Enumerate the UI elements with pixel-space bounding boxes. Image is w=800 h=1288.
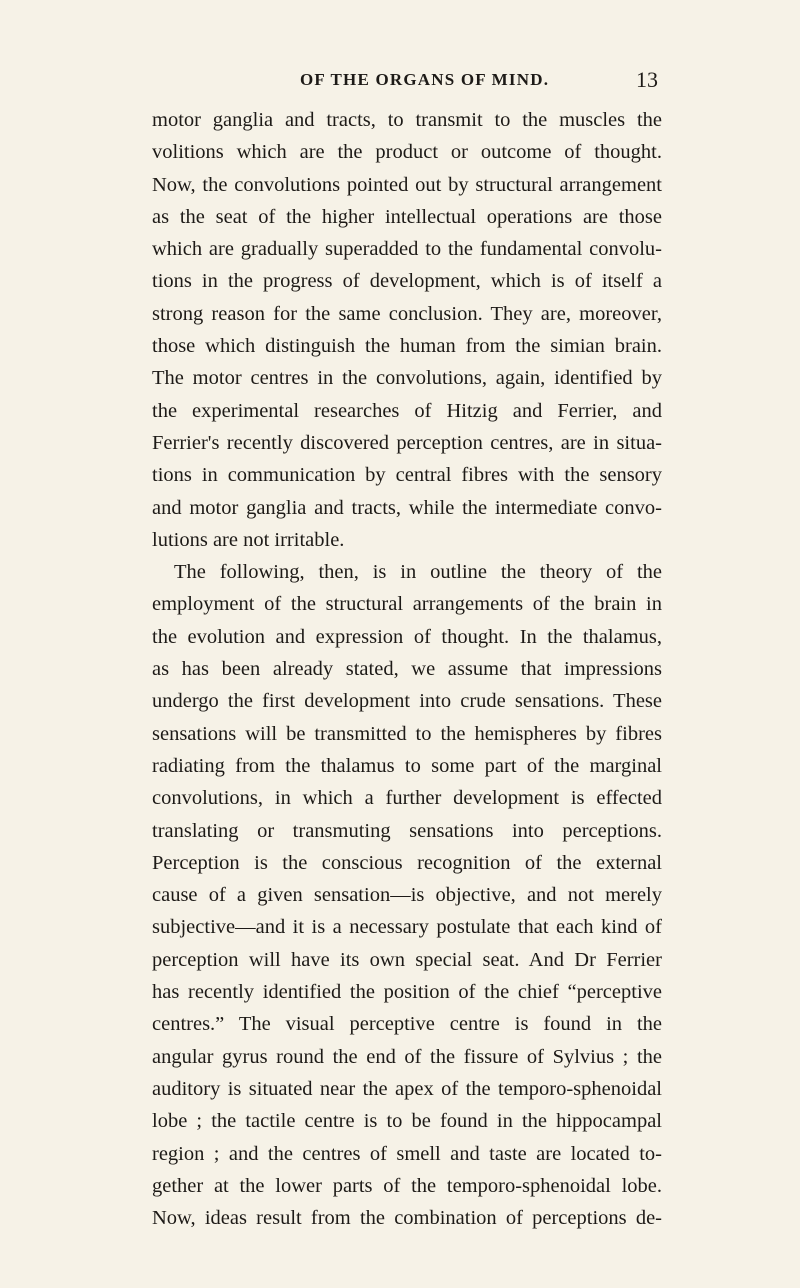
text-line: angular gyrus round the end of the fissure of Sylvius ; the [152, 1045, 662, 1068]
text-line: subjective—and it is a necessary postulate that each kind of [152, 916, 662, 939]
page-number: 13 [636, 67, 658, 92]
text-line: motor ganglia and tracts, to transmit to the muscles the [152, 109, 662, 131]
text-line: The following, then, is in outline the theory of the [174, 561, 662, 584]
text-line: sensations will be transmitted to the hemispheres by fibres [152, 722, 662, 745]
text-line: as the seat of the higher intellectual operations are those [152, 205, 662, 228]
text-line: lutions are not irritable. [152, 528, 345, 551]
running-head [0, 65, 800, 95]
text-line: employment of the structural arrangements of the brain in [152, 593, 662, 616]
text-line: radiating from the thalamus to some part of the marginal [152, 754, 662, 777]
body-text [152, 104, 662, 1234]
text-line: strong reason for the same conclusion. They are, moreover, [152, 302, 662, 325]
text-line: convolutions, in which a further development is effected [152, 787, 662, 810]
text-line: the experimental researches of Hitzig and Ferrier, and [152, 399, 662, 422]
text-line: translating or transmuting sensations into perceptions. [152, 819, 662, 842]
text-line: Ferrier's recently discovered perception centres, are in situa- [152, 431, 662, 454]
text-line: gether at the lower parts of the temporo-sphenoidal lobe. [152, 1174, 662, 1197]
text-line: has recently identified the position of the chief “perceptive [152, 981, 662, 1004]
text-line: lobe ; the tactile centre is to be found in the hippocampal [152, 1110, 662, 1133]
text-line: as has been already stated, we assume that impressions [152, 658, 662, 681]
text-line: and motor ganglia and tracts, while the intermediate convo- [152, 496, 662, 519]
text-line: cause of a given sensation—is objective, and not merely [152, 884, 662, 907]
text-line: The motor centres in the convolutions, again, identified by [152, 367, 662, 390]
text-line: auditory is situated near the apex of the temporo-sphenoidal [152, 1077, 662, 1100]
text-line: tions in the progress of development, which is of itself a [152, 270, 662, 293]
text-line: those which distinguish the human from the simian brain. [152, 335, 662, 358]
running-title: OF THE ORGANS OF MIND. [300, 70, 550, 89]
text-line: volitions which are the product or outcome of thought. [152, 141, 662, 164]
text-line: perception will have its own special seat. And Dr Ferrier [152, 948, 662, 971]
text-line: region ; and the centres of smell and taste are located to- [152, 1142, 662, 1165]
text-line: centres.” The visual perceptive centre is found in the [152, 1013, 662, 1036]
text-line: undergo the first development into crude sensations. These [152, 690, 662, 713]
text-line: tions in communication by central fibres with the sensory [152, 464, 662, 487]
text-line: Now, the convolutions pointed out by structural arrangement [152, 173, 662, 196]
text-line: Now, ideas result from the combination of perceptions de- [152, 1207, 662, 1230]
text-line: Perception is the conscious recognition of the external [152, 851, 662, 874]
text-line: which are gradually superadded to the fundamental convolu- [152, 238, 662, 261]
text-line: the evolution and expression of thought. In the thalamus, [152, 625, 662, 648]
